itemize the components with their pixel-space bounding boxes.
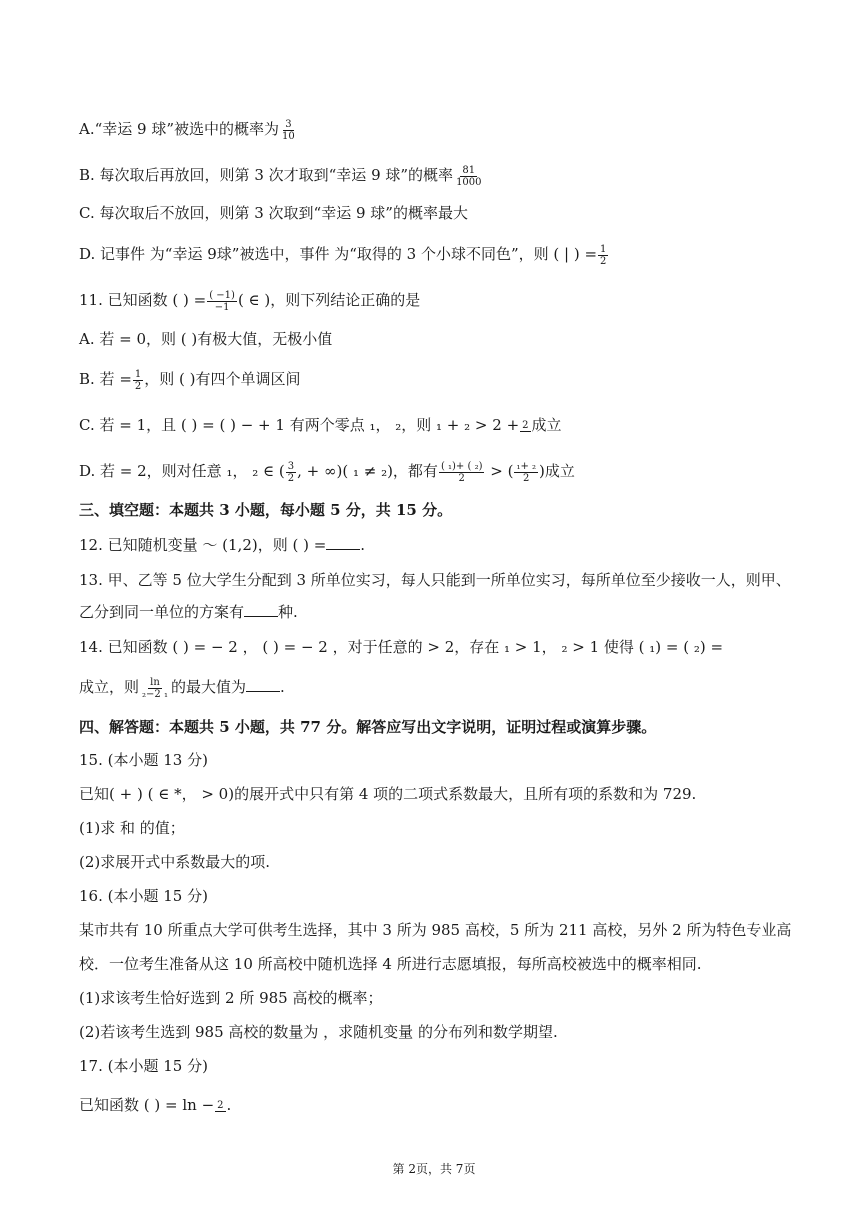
fraction-numerator: 2	[217, 1100, 224, 1111]
answer-blank[interactable]	[244, 602, 278, 617]
question-text: 已知函数 ( ) = ln −	[79, 1096, 215, 1114]
question-text: 种.	[278, 603, 298, 621]
page-footer: 第 2页，共 7页	[392, 1162, 476, 1176]
option-text: A.“幸运 9 球”被选中的概率为	[79, 120, 280, 138]
q15-part1: (1)求 和 的值；	[79, 819, 185, 837]
question-text: 的最大值为	[170, 678, 246, 696]
fraction-denominator: 2	[134, 380, 142, 392]
option-text: , + ∞)( ₁ ≠ ₂)，都有	[297, 462, 438, 480]
q15-part2: (2)求展开式中系数最大的项.	[79, 853, 271, 871]
fraction	[215, 1100, 225, 1112]
fraction	[514, 461, 538, 484]
fraction-numerator: 1	[600, 243, 607, 255]
fraction-denominator: 2	[458, 472, 465, 484]
fraction-numerator: 81	[462, 164, 476, 176]
q11-option-a	[79, 328, 798, 350]
option-text: 成立	[531, 416, 562, 434]
question-text: 乙分到同一单位的方案有	[79, 603, 245, 621]
q11-option-b	[79, 368, 798, 392]
q17-head: 17. (本小题 15 分)	[79, 1057, 208, 1075]
q11-option-d	[79, 460, 798, 484]
q16-part1: (1)求该考生恰好选到 2 所 985 高校的概率；	[79, 989, 383, 1007]
q12	[79, 534, 798, 556]
q16-head: 16. (本小题 15 分)	[79, 887, 208, 905]
question-text: 12. 已知随机变量 ～ (1,2)，则 ( ) =	[79, 536, 327, 554]
fraction	[140, 677, 170, 700]
option-text: D. 记事件 为“幸运 9球”被选中，事件 为“取得的 3 个小球不同色”，则 ( | ) =	[79, 245, 598, 263]
answer-blank[interactable]	[326, 535, 360, 550]
q10-option-c	[79, 202, 798, 224]
option-text: A. 若 = 0，则 ( )有极大值，无极小值	[79, 330, 333, 348]
option-text: C. 每次取后不放回，则第 3 次取到“幸运 9 球”的概率最大	[79, 204, 468, 222]
section-4-title: 四、解答题：本题共 5 小题，共 77 分。解答应写出文字说明，证明过程或演算步骤。	[79, 718, 657, 736]
fraction-numerator: ( −1)	[209, 289, 235, 301]
question-text: .	[226, 1096, 232, 1114]
stem-text: ( ∈ )，则下列结论正确的是	[237, 291, 421, 309]
q15-stem: 已知( + ) ( ∈ *， > 0)的展开式中只有第 4 项的二项式系数最大，且所有项的系数和为 729.	[79, 785, 697, 803]
q11-stem	[79, 289, 798, 313]
q13-line1: 13. 甲、乙等 5 位大学生分配到 3 所单位实习，每人只能到一所单位实习，每所单位至少接收一人，则甲、	[79, 571, 791, 589]
option-text: D. 若 = 2，则对任意 ₁， ₂ ∈ (	[79, 462, 285, 480]
fraction-denominator: 2	[523, 472, 530, 484]
q17-stem	[79, 1094, 798, 1116]
fraction-denominator: 10	[282, 130, 295, 142]
fraction-numerator: 1	[134, 368, 142, 380]
option-text: B. 每次取后再放回，则第 3 次才取到“幸运 9 球”的概率	[79, 166, 454, 184]
fraction-denominator: −1	[214, 301, 230, 313]
option-text: )成立	[539, 462, 575, 480]
fraction-numerator: ( ₁)+ ( ₂)	[440, 460, 483, 472]
stem-text: 11. 已知函数 ( ) =	[79, 291, 207, 309]
q15-head: 15. (本小题 13 分)	[79, 751, 208, 769]
fraction	[454, 165, 483, 188]
fraction	[207, 290, 237, 313]
question-text: .	[279, 678, 285, 696]
fraction	[439, 461, 485, 484]
section-3-title: 三、填空题：本题共 3 小题，每小题 5 分，共 15 分。	[79, 501, 453, 519]
fraction	[286, 461, 296, 484]
fraction	[598, 244, 608, 267]
option-text: > (	[485, 462, 514, 480]
question-text: .	[360, 536, 366, 554]
fraction	[280, 119, 297, 142]
q11-option-c	[79, 414, 798, 436]
question-text: 成立，则	[79, 678, 140, 696]
fraction-numerator: 3	[285, 118, 292, 130]
fraction-numerator: 3	[287, 460, 295, 472]
option-text: ，则 ( )有四个单调区间	[144, 370, 301, 388]
fraction-numerator: ₁+ ₂	[516, 460, 537, 472]
fraction	[133, 369, 143, 392]
answer-blank[interactable]	[246, 677, 280, 692]
q10-option-a	[79, 118, 798, 142]
fraction	[520, 420, 530, 432]
option-text: C. 若 = 1，且 ( ) = ( ) − + 1 有两个零点 ₁， ₂，则 ₁ + ₂ > 2 +	[79, 416, 520, 434]
fraction-numerator: 2	[522, 420, 529, 431]
q14-line2	[79, 676, 798, 700]
fraction-denominator: 1000	[456, 176, 482, 188]
q13-line2	[79, 601, 798, 623]
fraction-denominator: 2	[600, 255, 607, 267]
q10-option-d	[79, 243, 798, 267]
q16-stem-line2: 校．一位考生准备从这 10 所高校中随机选择 4 所进行志愿填报，每所高校被选中的概率相同.	[79, 955, 702, 973]
fraction-denominator: ₂−2 ₁	[142, 688, 168, 700]
fraction-denominator: 2	[287, 472, 295, 484]
option-text: B. 若 =	[79, 370, 132, 388]
q16-stem-line1: 某市共有 10 所重点大学可供考生选择，其中 3 所为 985 高校，5 所为 211 高校，另外 2 所为特色专业高	[79, 921, 792, 939]
fraction-numerator: ln	[150, 676, 160, 688]
q14-line1: 14. 已知函数 ( ) = − 2 ， ( ) = − 2 ，对于任意的 > 2，存在 ₁ > 1， ₂ > 1 使得 ( ₁) = ( ₂) =	[79, 638, 724, 656]
q16-part2: (2)若该考生选到 985 高校的数量为 ，求随机变量 的分布列和数学期望.	[79, 1023, 558, 1041]
q10-option-b	[79, 164, 798, 188]
